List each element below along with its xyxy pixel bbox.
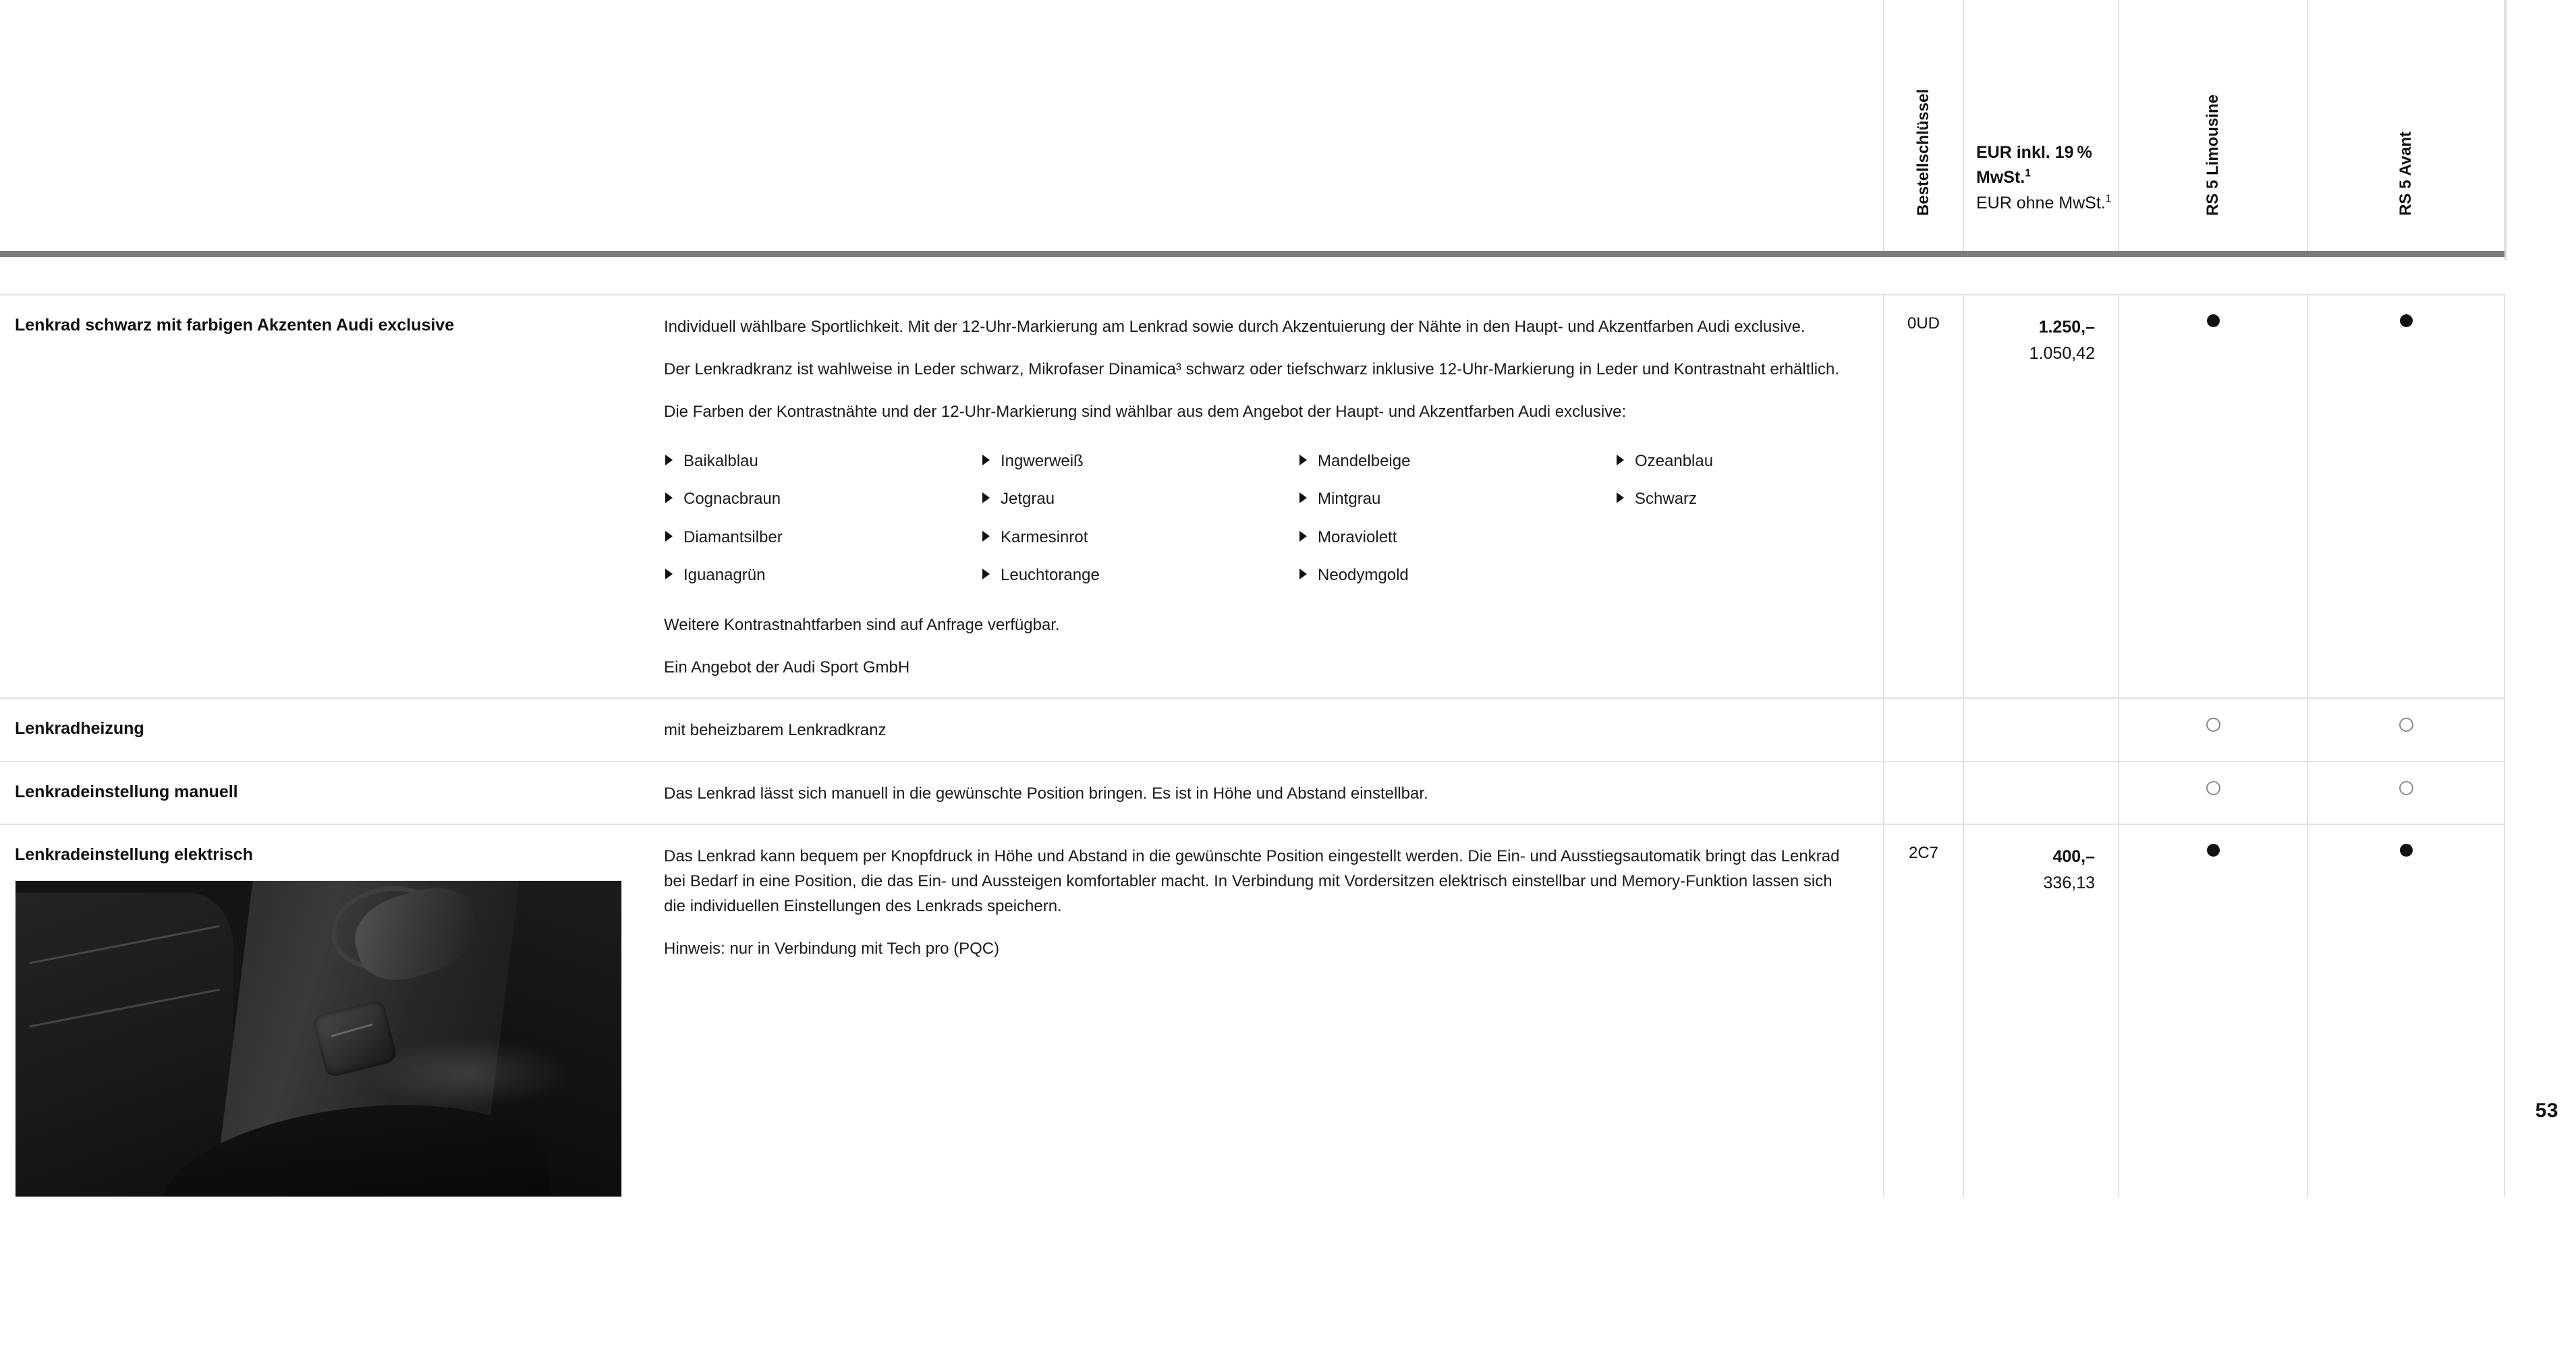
list-item: Jetgrau	[981, 480, 1298, 519]
header-rs5-limousine	[2119, 0, 2307, 251]
triangle-bullet-icon	[1299, 531, 1307, 542]
header-rs5-limousine-label: RS 5 Limousine	[2204, 94, 2222, 216]
price-net: 336,13	[2043, 873, 2095, 892]
option-name: Lenkrad schwarz mit farbigen Akzenten Audi exclusive	[15, 316, 455, 335]
option-name: Lenkradheizung	[15, 719, 144, 739]
list-item: Cognacbraun	[664, 480, 981, 519]
table-header	[0, 0, 2504, 251]
header-price-net: EUR ohne MwSt.$^1$	[1976, 193, 2112, 212]
row-limousine-cell	[2119, 762, 2307, 824]
header-thick-rule	[0, 251, 2504, 257]
row-price-cell	[1963, 762, 2119, 824]
list-item: Iguanagrün	[664, 556, 981, 595]
list-item: Ozeanblau	[1615, 442, 1899, 481]
triangle-bullet-icon	[665, 531, 673, 542]
table-row	[0, 762, 2504, 824]
row-order-key-cell	[1884, 698, 1963, 761]
triangle-bullet-icon	[1299, 492, 1307, 503]
list-item: Neodymgold	[1298, 556, 1615, 595]
steering-column-memory-button-photo	[15, 880, 622, 1197]
row-avant-cell	[2307, 762, 2504, 824]
row-avant-cell	[2307, 698, 2504, 761]
list-item: Schwarz	[1615, 480, 1899, 519]
triangle-bullet-icon	[982, 492, 990, 503]
order-key	[1884, 762, 1963, 781]
header-order-key-label: Bestellschlüssel	[1914, 88, 1932, 216]
row-price-cell	[1963, 824, 2119, 1197]
table-row	[0, 698, 2504, 761]
list-item: Mintgrau	[1298, 480, 1615, 519]
availability-marker-filled	[2400, 844, 2413, 857]
list-item: Leuchtorange	[981, 556, 1298, 595]
triangle-bullet-icon	[982, 455, 990, 465]
availability-marker-filled	[2207, 844, 2220, 857]
list-item: Diamantsilber	[664, 519, 981, 557]
price-net: 1.050,42	[2029, 343, 2095, 363]
row-description-cell	[648, 295, 1884, 698]
footnote-ref-gross: 1	[2025, 167, 2031, 179]
list-item: Ingwerweiß	[981, 442, 1298, 481]
header-price	[1963, 0, 2119, 251]
triangle-bullet-icon	[982, 569, 990, 579]
row-description-cell	[648, 824, 1884, 1197]
list-item: Baikalblau	[664, 442, 981, 481]
description-paragraph: Das Lenkrad lässt sich manuell in die gewünschte Position bringen. Es ist in Höhe und Abstand einstellbar.	[664, 784, 1428, 803]
order-key: 2C7	[1908, 843, 1939, 862]
availability-marker-filled	[2400, 314, 2413, 327]
row-avant-cell	[2307, 824, 2504, 1197]
header-order-key	[1884, 0, 1963, 251]
row-limousine-cell	[2119, 295, 2307, 698]
description-paragraph: Das Lenkrad kann bequem per Knopfdruck in Höhe und Abstand in die gewünschte Position eingestellt werden. Die Ein- und Ausstiegsautomatik bringt das Lenkrad bei Bedarf in eine Position, die das Ein- und Aussteigen komfortabler macht. In Verbindung mit Vordersitzen elektrisch einstellbar und Memory-Funktion lassen sich die individuellen Einstellungen des Lenkrads speichern.	[664, 846, 1840, 916]
order-key	[1884, 699, 1963, 718]
description-paragraph: Der Lenkradkranz ist wahlweise in Leder schwarz, Mikrofaser Dinamica³ schwarz oder tiefschwarz inklusive 12-Uhr-Markierung in Leder und Kontrastnaht erhältlich.	[664, 360, 1840, 379]
list-item: Moraviolett	[1298, 519, 1615, 557]
price-gross: 400,–	[2052, 846, 2095, 866]
description-paragraph: Weitere Kontrastnahtfarben sind auf Anfrage verfügbar.	[664, 616, 1060, 635]
description-paragraph: Individuell wählbare Sportlichkeit. Mit der 12-Uhr-Markierung am Lenkrad sowie durch Akzentuierung der Nähte in den Haupt- und Akzentfarben Audi exclusive.	[664, 318, 1805, 336]
list-item-empty	[1615, 519, 1899, 557]
row-price-cell	[1963, 295, 2119, 698]
description-paragraph: Ein Angebot der Audi Sport GmbH	[664, 658, 910, 677]
description-paragraph: mit beheizbarem Lenkradkranz	[664, 721, 887, 740]
row-price-cell	[1963, 698, 2119, 761]
header-gap	[0, 257, 2504, 295]
row-description-cell	[648, 698, 1884, 761]
row-description-cell	[648, 762, 1884, 824]
triangle-bullet-icon	[1299, 569, 1307, 579]
table-row	[0, 824, 2504, 1197]
row-option-name-cell	[0, 762, 648, 824]
availability-marker-optional	[2399, 718, 2413, 732]
row-avant-cell	[2307, 295, 2504, 698]
price-gross: 1.250,–	[2038, 318, 2095, 337]
triangle-bullet-icon	[1617, 492, 1624, 503]
list-item-empty	[1615, 556, 1899, 595]
header-option-description	[648, 0, 1884, 251]
row-option-name-cell	[0, 295, 648, 698]
page-number: 53	[2535, 1099, 2558, 1122]
header-price-gross: EUR inkl. 19 % MwSt.$^1$	[1976, 142, 2092, 187]
triangle-bullet-icon	[982, 531, 990, 542]
header-rs5-avant	[2307, 0, 2504, 251]
color-options-list	[664, 442, 1856, 596]
list-item: Karmesinrot	[981, 519, 1298, 557]
order-key: 0UD	[1907, 314, 1940, 333]
description-paragraph: Die Farben der Kontrastnähte und der 12-Uhr-Markierung sind wählbar aus dem Angebot der Haupt- und Akzentfarben Audi exclusive:	[664, 403, 1627, 422]
table-row	[0, 295, 2504, 698]
availability-marker-optional	[2206, 718, 2220, 732]
option-photo-block	[0, 880, 648, 1197]
row-option-name-cell	[0, 698, 648, 761]
option-name: Lenkradeinstellung elektrisch	[15, 844, 253, 864]
row-order-key-cell	[1884, 824, 1963, 1197]
description-note: Hinweis: nur in Verbindung mit Tech pro (PQC)	[664, 940, 1000, 958]
header-rs5-avant-label: RS 5 Avant	[2397, 132, 2415, 216]
triangle-bullet-icon	[1299, 455, 1307, 465]
triangle-bullet-icon	[665, 455, 673, 465]
row-limousine-cell	[2119, 698, 2307, 761]
triangle-bullet-icon	[665, 492, 673, 503]
row-order-key-cell	[1884, 762, 1963, 824]
header-option-name	[0, 0, 648, 251]
footnote-ref-net: 1	[2105, 193, 2112, 205]
triangle-bullet-icon	[1617, 455, 1624, 465]
availability-marker-optional	[2206, 781, 2220, 795]
availability-marker-optional	[2399, 781, 2413, 795]
list-item: Mandelbeige	[1298, 442, 1615, 481]
option-name: Lenkradeinstellung manuell	[15, 782, 238, 801]
triangle-bullet-icon	[665, 569, 673, 579]
availability-marker-filled	[2207, 314, 2220, 327]
row-option-name-cell	[0, 824, 648, 1197]
row-limousine-cell	[2119, 824, 2307, 1197]
